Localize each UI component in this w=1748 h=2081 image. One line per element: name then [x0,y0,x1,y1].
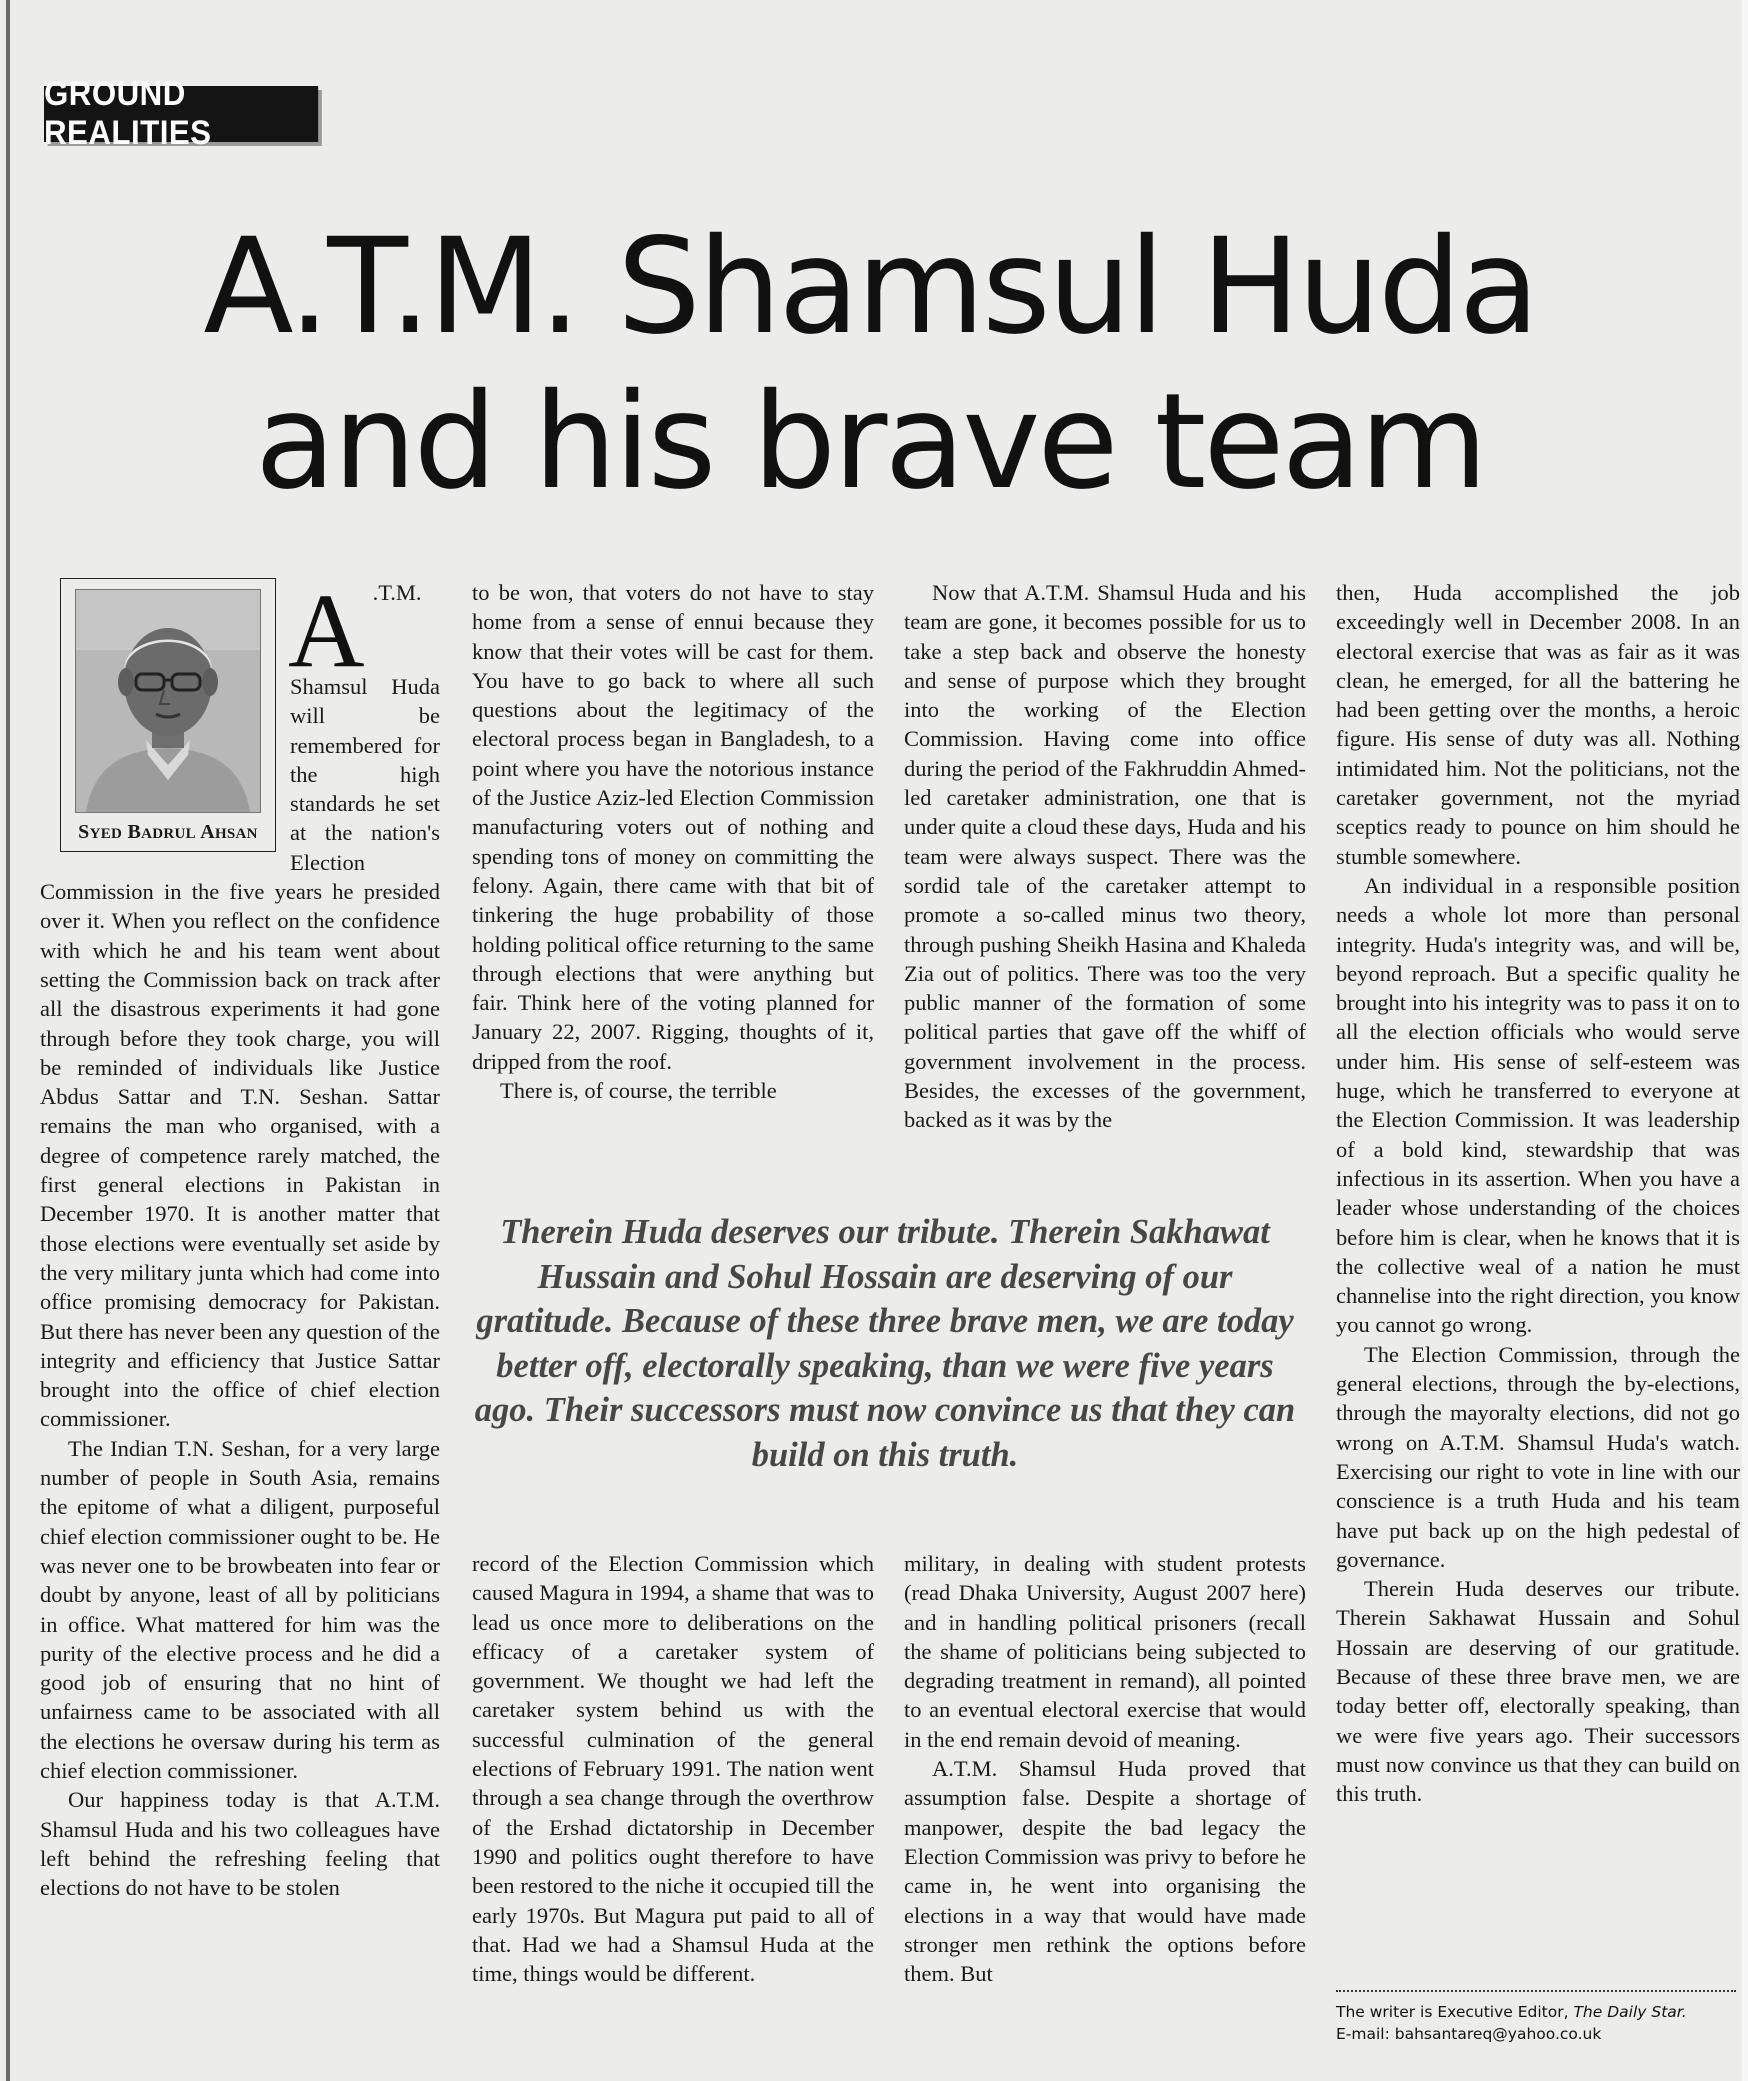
paragraph: An individual in a responsible position needs a whole lot more than personal integrity. Huda's integrity was, and will be, beyond reproach. But a specific quality he brought into his integrity was to pass it on to all the election officials who would serve under him. His sense of self-esteem was huge, which he transferred to everyone at the Election Commission. It was leadership of a bold kind, stewardship that was infectious in its assertion. When you have a leader whose understanding of the choices before him is clear, when he knows that it is the collective weal of a nation he must channelise into the right direction, you know you cannot go wrong. [1336,872,1740,1338]
article-column-3-bottom [904,1549,1306,2049]
paragraph: to be won, that voters do not have to stay home from a sense of ennui because they know that their votes will be cast for them. You have to go back to where all such questions about the legitimacy of the electoral process began in Bangladesh, to a point where you have the notorious instance of the Justice Aziz-led Election Commission manufacturing voters out of nothing and spending tons of money on committing the felony. Again, there came with that bit of tinkering the huge probability of those holding political office returning to the same through elections that were anything but fair. Think here of the voting planned for January 22, 2007. Rigging, thoughts of it, dripped from the roof. [472,580,874,1074]
credit-email: E-mail: bahsantareq@yahoo.co.uk [1336,2025,1602,2043]
headline-line-1: A.T.M. Shamsul Huda [203,210,1537,364]
paragraph: A.T.M. Shamsul Huda proved that assumption false. Despite a shortage of manpower, despite the bad legacy the Election Commission was privy to before he came in, he went into organising the elections in a way that would have made stronger men rethink the options before them. But [904,1756,1306,1987]
paragraph: The Election Commission, through the general elections, through the by-elections, through the mayoralty elections, did not go wrong on A.T.M. Shamsul Huda's watch. Exercising our right to vote in line with our conscience is a truth Huda and his team have put back up on the high pedestal of governance. [1336,1341,1740,1572]
paragraph: Therein Huda deserves our tribute. Therein Sakhawat Hussain and Sohul Hossain are deserving of our gratitude. Because of these three brave men, we are today better off, electorally speaking, than we were five years ago. Their successors must now convince us that they can build on this truth. [1336,1576,1740,1807]
article-column-1 [40,572,440,2048]
dotted-divider [1336,1990,1736,1992]
photo-spacer [40,578,290,858]
paragraph: .T.M. Shamsul Huda will be remembered for the high standards he set at the nation's Election Commission in the five years he presided over it. When you reflect on the confidence with which he and his team went about setting the Commission back on track after all the disastrous experiments it had gone through before they took charge, you will be reminded of individuals like Justice Abdus Sattar and T.N. Seshan. Sattar remains the man who organised, with a degree of competence rarely matched, the first general elections in Pakistan in December 1970. It is another matter that those elections were eventually set aside by the very military junta which had come into office promising democracy for Pakistan. But there has never been any question of the integrity and efficiency that Justice Sattar brought into the office of chief election commissioner. [40,580,440,1432]
pull-quote: Therein Huda deserves our tribute. Therein Sakhawat Hussain and Sohul Hossain are deserving of our gratitude. Because of these three brave men, we are today better off, electorally speaking, than we were five years ago. Their successors must now convince us that they can build on this truth. [474,1213,1296,1474]
paragraph: record of the Election Commission which caused Magura in 1994, a shame that was to lead us once more to deliberations on the efficacy of a caretaker system of government. We thought we had left the caretaker system behind us with the successful culmination of the general elections of February 1991. The nation went through a sea change through the overthrow of the Ershad dictatorship in December 1990 and politics ought therefore to have been restored to the niche it occupied till the early 1970s. But Magura put paid to all of that. Had we had a Shamsul Huda at the time, things would be different. [472,1551,874,1987]
paragraph: The Indian T.N. Seshan, for a very large number of people in South Asia, remains the epitome of what a diligent, purposeful chief election commissioner ought to be. He was never one to be browbeaten into fear or doubt by anyone, least of all by politicians in office. What mattered for him was the purity of the elective process and he did a good job of ensuring that no hint of unfairness came to be associated with all the elections he oversaw during his term as chief election commissioner. [40,1435,440,1783]
section-tag: GROUND REALITIES [44,86,318,142]
article-column-4 [1336,578,1740,1978]
drop-cap: A [288,572,365,689]
page-edge-left [6,0,10,2081]
byline: SYED BADRUL AHSAN [78,821,258,843]
headline-line-2: and his brave team [254,365,1486,519]
publication-name: The Daily Star. [1573,2003,1687,2021]
paragraph: Our happiness today is that A.T.M. Shamsul Huda and his two colleagues have left behind the refreshing feeling that elections do not have to be stolen [40,1787,440,1901]
headline [40,210,1700,520]
paragraph: then, Huda accomplished the job exceedingly well in December 2008. In an electoral exercise that was as fair as it was clean, he emerged, for all the battering he had been getting over the months, a heroic figure. His sense of duty was all. Nothing intimidated him. Not the politicians, not the caretaker government, not the myriad sceptics ready to pounce on him should he stumble somewhere. [1336,580,1740,869]
writer-credit [1336,2001,1736,2045]
paragraph: Now that A.T.M. Shamsul Huda and his team are gone, it becomes possible for us to take a step back and observe the honesty and sense of purpose which they brought into the working of the Election Commission. Having come into office during the period of the Fakhruddin Ahmed-led caretaker administration, one that is under quite a cloud these days, Huda and his team were always suspect. There was the sordid tale of the caretaker attempt to promote a so-called minus two theory, through pushing Sheikh Hasina and Khaleda Zia out of politics. There was too the very public manner of the formation of some political parties that gave off the whiff of government involvement in the process. Besides, the excesses of the government, backed as it was by the [904,580,1306,1133]
article-column-3-top [904,578,1306,1198]
article-column-2-bottom [472,1549,874,2049]
page-edge-right [1742,0,1748,2081]
paragraph: There is, of course, the terrible [500,1078,777,1104]
article-column-2-top [472,578,874,1198]
credit-line-1: The writer is Executive Editor, The Daily Star. [1336,2003,1687,2021]
paragraph: military, in dealing with student protests (read Dhaka University, August 2007 here) and in handling political prisoners (recall the shame of politicians being subjected to degrading treatment in remand), all pointed to an eventual electoral exercise that would in the end remain devoid of meaning. [904,1551,1306,1752]
